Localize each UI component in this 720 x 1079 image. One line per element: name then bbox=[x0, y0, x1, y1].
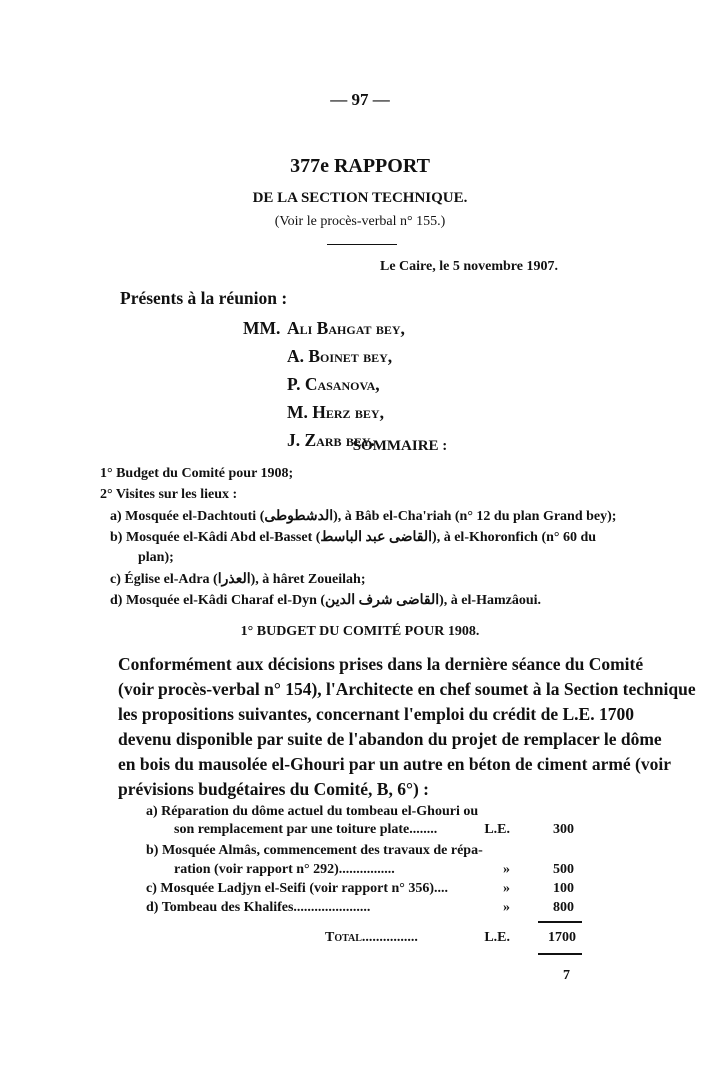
budget-amount: 100 bbox=[553, 881, 574, 896]
presents-label: Présents à la réunion : bbox=[120, 288, 288, 308]
section-title: DE LA SECTION TECHNIQUE. bbox=[252, 190, 468, 206]
section-heading: 1° BUDGET DU COMITÉ POUR 1908. bbox=[240, 624, 480, 639]
budget-line: d) Tombeau des Khalifes...................... bbox=[146, 900, 371, 915]
sommaire-item: b) Mosquée el-Kâdi Abd el-Basset (القاضى عبد الباسط), à el-Khoronfich (n° 60 du bbox=[110, 530, 597, 545]
signature-mark: 7 bbox=[563, 968, 570, 983]
page-number: — 97 — bbox=[330, 90, 390, 109]
sommaire-item: d) Mosquée el-Kâdi Charaf el-Dyn (القاضى شرف الدين), à el-Hamzâoui. bbox=[110, 593, 542, 608]
paragraph-line: prévisions budgétaires du Comité, B, 6°) : bbox=[118, 779, 429, 799]
budget-unit: L.E. bbox=[484, 822, 510, 837]
budget-unit: » bbox=[503, 881, 510, 896]
paragraph-line: devenu disponible par suite de l'abandon du projet de remplacer le dôme bbox=[118, 729, 662, 749]
paragraph-line: Conformément aux décisions prises dans la dernière séance du Comité bbox=[118, 654, 644, 674]
report-heading: RAPPORT bbox=[333, 155, 430, 177]
total-amount: 1700 bbox=[548, 930, 576, 945]
budget-unit: » bbox=[503, 900, 510, 915]
sum-rule bbox=[538, 921, 582, 923]
sommaire-item: plan); bbox=[138, 550, 174, 565]
sommaire-heading: SOMMAIRE : bbox=[352, 438, 448, 454]
member: M. Herz bey, bbox=[287, 402, 384, 422]
budget-line: ration (voir rapport n° 292)................ bbox=[174, 862, 395, 877]
dateline: Le Caire, le 5 novembre 1907. bbox=[380, 259, 558, 274]
mm-prefix: MM. bbox=[243, 318, 281, 338]
budget-amount: 300 bbox=[553, 822, 574, 837]
budget-line: a) Réparation du dôme actuel du tombeau el-Ghouri ou bbox=[146, 804, 479, 819]
report-number: 377e bbox=[290, 155, 329, 177]
total-label: Total................ bbox=[325, 930, 418, 945]
member: Ali Bahgat bey, bbox=[287, 318, 405, 338]
total-unit: L.E. bbox=[484, 930, 510, 945]
budget-amount: 800 bbox=[553, 900, 574, 915]
member: P. Casanova, bbox=[287, 374, 380, 394]
sommaire-item: 1° Budget du Comité pour 1908; bbox=[100, 466, 294, 481]
divider bbox=[327, 244, 397, 245]
sommaire-item: c) Église el-Adra (العذرا), à hâret Zoueilah; bbox=[110, 572, 366, 587]
budget-line: son remplacement par une toiture plate........ bbox=[174, 822, 438, 837]
sommaire-item: a) Mosquée el-Dachtouti (الدشطوطى), à Bâb el-Cha'riah (n° 12 du plan Grand bey); bbox=[110, 509, 617, 524]
report-title bbox=[0, 155, 720, 178]
member: J. Zarb bey. bbox=[287, 430, 375, 450]
budget-line: c) Mosquée Ladjyn el-Seifi (voir rapport n° 356).... bbox=[146, 881, 449, 896]
reference: (Voir le procès-verbal n° 155.) bbox=[274, 214, 446, 229]
paragraph-line: en bois du mausolée el-Ghouri par un autre en béton de ciment armé (voir bbox=[118, 754, 672, 774]
sommaire-item: 2° Visites sur les lieux : bbox=[100, 487, 238, 502]
member: A. Boinet bey, bbox=[287, 346, 393, 366]
paragraph-line: (voir procès-verbal n° 154), l'Architecte en chef soumet à la Section technique bbox=[118, 679, 696, 699]
budget-amount: 500 bbox=[553, 862, 574, 877]
paragraph-line: les propositions suivantes, concernant l'emploi du crédit de L.E. 1700 bbox=[118, 704, 634, 724]
budget-line: b) Mosquée Almâs, commencement des travaux de répa- bbox=[146, 843, 483, 858]
budget-unit: » bbox=[503, 862, 510, 877]
total-rule bbox=[538, 953, 582, 955]
